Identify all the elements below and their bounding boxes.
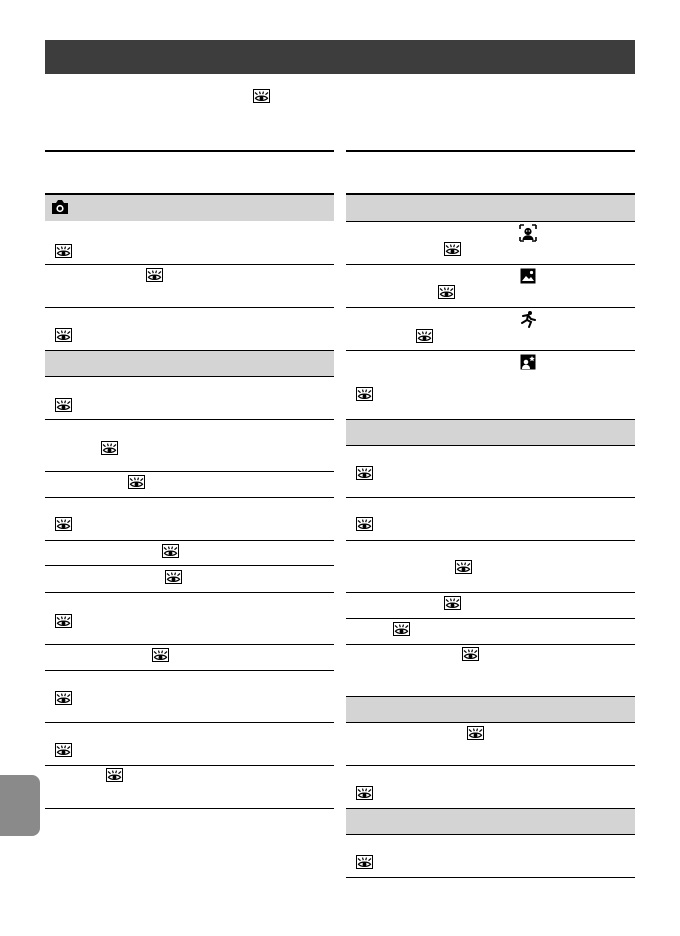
- row-divider: [45, 765, 334, 766]
- section-band-bottom-rule: [346, 722, 635, 723]
- eye-reference-icon: [356, 387, 373, 401]
- eye-reference-icon: [165, 570, 182, 584]
- section-band-top-rule: [346, 193, 635, 195]
- section-band-shooting: [45, 194, 334, 221]
- section-band-scene: [346, 194, 635, 221]
- row-divider: [45, 471, 334, 472]
- section-band-top-rule: [346, 808, 635, 809]
- eye-reference-icon: [55, 743, 72, 757]
- right-column-header-rule: [346, 150, 635, 152]
- row-divider: [45, 670, 334, 671]
- row-divider: [45, 419, 334, 420]
- row-divider: [346, 618, 635, 619]
- row-divider: [45, 565, 334, 566]
- eye-reference-icon: [55, 398, 72, 412]
- eye-reference-icon: [438, 285, 455, 299]
- eye-reference-icon: [356, 517, 373, 531]
- eye-reference-icon: [101, 441, 118, 455]
- row-divider: [346, 497, 635, 498]
- row-divider: [346, 592, 635, 593]
- eye-reference-icon: [467, 726, 484, 740]
- eye-reference-icon: [55, 614, 72, 628]
- row-divider: [45, 722, 334, 723]
- section-band-top-rule: [45, 350, 334, 351]
- row-divider: [346, 540, 635, 541]
- eye-reference-icon: [444, 596, 461, 610]
- row-divider: [346, 644, 635, 645]
- row-divider: [346, 307, 635, 308]
- section-band-bottom-rule: [346, 834, 635, 835]
- row-divider: [346, 264, 635, 265]
- row-divider: [45, 497, 334, 498]
- eye-reference-icon: [128, 475, 145, 489]
- eye-reference-icon: [356, 466, 373, 480]
- sports-scene-icon: [519, 310, 537, 333]
- section-band-top-rule: [45, 193, 334, 195]
- eye-reference-icon: [162, 544, 179, 558]
- section-band-setup: [45, 350, 334, 376]
- row-divider: [45, 808, 334, 809]
- eye-reference-icon: [356, 786, 373, 800]
- eye-reference-icon: [55, 691, 72, 705]
- eye-reference-icon: [253, 89, 270, 103]
- eye-reference-icon: [416, 329, 433, 343]
- section-band-transfer: [346, 808, 635, 834]
- eye-reference-icon: [393, 622, 410, 636]
- row-divider: [45, 264, 334, 265]
- camera-icon: [50, 199, 70, 220]
- portrait-scene-icon: [519, 224, 537, 247]
- eye-reference-icon: [444, 242, 461, 256]
- row-divider: [45, 307, 334, 308]
- eye-reference-icon: [356, 855, 373, 869]
- eye-reference-icon: [55, 244, 72, 258]
- column-end-rule: [346, 877, 635, 878]
- section-band-bottom-rule: [45, 376, 334, 377]
- section-band-bottom-rule: [346, 445, 635, 446]
- row-divider: [45, 592, 334, 593]
- page-title-bar: [45, 40, 635, 74]
- eye-reference-icon: [462, 647, 479, 661]
- eye-reference-icon: [455, 560, 472, 574]
- row-divider: [45, 540, 334, 541]
- section-band-movie: [346, 696, 635, 722]
- landscape-scene-icon: [520, 268, 536, 289]
- side-section-tab: [0, 775, 40, 836]
- row-divider: [346, 350, 635, 351]
- row-divider: [346, 765, 635, 766]
- section-band-playback: [346, 419, 635, 445]
- left-column-header-rule: [45, 150, 334, 152]
- night-portrait-scene-icon: [520, 354, 536, 375]
- section-band-top-rule: [346, 419, 635, 420]
- row-divider: [45, 644, 334, 645]
- eye-reference-icon: [146, 268, 163, 282]
- eye-reference-icon: [55, 517, 72, 531]
- eye-reference-icon: [106, 768, 123, 782]
- row-divider: [346, 221, 635, 222]
- eye-reference-icon: [55, 328, 72, 342]
- section-band-top-rule: [346, 696, 635, 697]
- eye-reference-icon: [152, 648, 169, 662]
